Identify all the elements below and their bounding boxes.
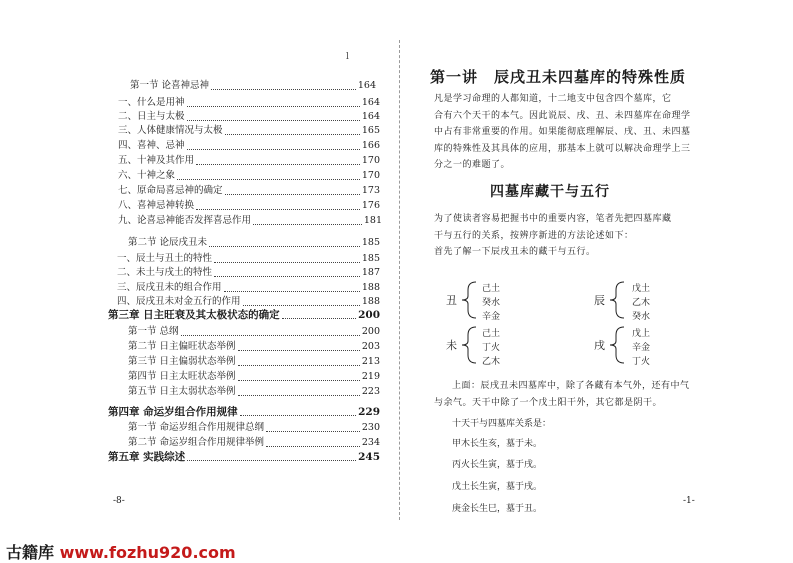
toc-entry-page: 170 — [361, 170, 380, 181]
toc-entry-page: 185 — [361, 237, 380, 248]
toc-entry — [118, 155, 380, 167]
section-title: 四墓库藏干与五行 — [490, 184, 610, 200]
lecture-title: 第一讲 辰戌丑未四墓库的特殊性质 — [430, 68, 687, 86]
stem: 戊上 — [632, 329, 651, 339]
stem: 辛金 — [632, 343, 651, 353]
toc-entry-page: 181 — [363, 215, 382, 226]
toc-entry-title: 第一节 总纲 — [128, 326, 179, 337]
toc-entry-title: 第五章 实践综述 — [108, 451, 186, 463]
toc-entry — [118, 185, 380, 197]
toc-entry — [118, 170, 380, 182]
toc-entry-title: 三、辰戌丑未的组合作用 — [117, 282, 222, 293]
stem: 戊土 — [632, 284, 651, 294]
toc-leader-dots — [196, 209, 360, 210]
site-watermark — [6, 540, 236, 563]
toc-entry — [118, 97, 380, 109]
toc-entry-title: 一、辰土与丑土的特性 — [117, 253, 213, 264]
toc-entry-title: 第三章 日主旺衰及其太极状态的确定 — [108, 309, 280, 321]
toc-entry-page: 245 — [358, 451, 380, 463]
toc-entry — [128, 341, 380, 353]
stem: 乙木 — [632, 298, 651, 308]
toc-leader-dots — [177, 179, 360, 180]
toc-entry — [117, 253, 380, 265]
summary-paragraph — [434, 378, 690, 411]
toc-entry-title: 第二节 论辰戌丑未 — [128, 237, 208, 248]
toc-entry-title: 七、原命局喜忌神的确定 — [118, 185, 223, 196]
branch-chen: 辰 — [594, 294, 605, 307]
toc-entry-title: 八、喜神忌神转换 — [118, 200, 195, 211]
toc-leader-dots — [181, 335, 360, 336]
toc-entry — [128, 356, 380, 368]
toc-entry-title: 九、论喜忌神能否发挥喜忌作用 — [118, 215, 252, 226]
toc-entry-page: 223 — [361, 386, 380, 397]
toc-entry — [130, 80, 376, 92]
left-page-number: -8- — [113, 496, 125, 506]
toc-leader-dots — [238, 365, 360, 366]
toc-entry-title: 四、喜神、忌神 — [118, 140, 185, 151]
toc-leader-dots — [240, 415, 356, 416]
brace-icon — [608, 325, 628, 365]
stem: 丁火 — [482, 343, 501, 353]
toc-entry — [117, 282, 380, 294]
toc-leader-dots — [225, 134, 360, 135]
stem: 乙木 — [482, 357, 501, 367]
toc-entry-page: 234 — [361, 437, 380, 448]
brace-icon — [460, 280, 480, 320]
stem: 癸水 — [482, 298, 501, 308]
toc-entry — [118, 111, 380, 123]
section-intro — [434, 211, 672, 261]
intro-line: 中占有非常重要的作用。如果能彻底理解辰、戌、丑、未四墓 — [434, 127, 691, 137]
toc-entry — [117, 296, 380, 308]
toc-entry-page: 230 — [361, 422, 380, 433]
toc-entry-title: 第五节 日主太弱状态举例 — [128, 386, 236, 397]
toc-entry-page: 200 — [358, 309, 380, 321]
toc-leader-dots — [187, 149, 360, 150]
toc-entry-title: 第一节 命运岁组合作用规律总纲 — [128, 422, 265, 433]
toc-entry — [128, 437, 380, 449]
toc-entry-title: 第四节 日主太旺状态举例 — [128, 371, 236, 382]
site-name: 古籍库 — [6, 543, 55, 562]
toc-entry — [108, 451, 380, 463]
toc-entry-page: 164 — [361, 97, 380, 108]
toc-leader-dots — [196, 164, 360, 165]
tomb-list-item: 丙火长生寅，墓于戌。 — [452, 460, 543, 470]
tomb-list-item: 戊土长生寅，墓于戌。 — [452, 482, 543, 492]
stem: 己土 — [482, 284, 501, 294]
tomb-list-item: 庚金长生巳，墓于丑。 — [452, 504, 543, 514]
intro-paragraph — [434, 91, 691, 174]
toc-entry-title: 二、日主与太极 — [118, 111, 185, 122]
summary-line: 与余气。天干中除了一个戊土阳干外，其它都是阴干。 — [434, 397, 663, 408]
toc-entry-page: 164 — [361, 111, 380, 122]
toc-entry-page: 164 — [357, 80, 376, 91]
toc-entry-title: 第一节 论喜神忌神 — [130, 80, 210, 91]
toc-entry-page: 188 — [361, 296, 380, 307]
toc-entry-title: 二、未土与戌土的特性 — [117, 267, 213, 278]
toc-entry-title: 第二节 命运岁组合作用规律举例 — [128, 437, 265, 448]
toc-entry-page: 185 — [361, 253, 380, 264]
toc-entry-page: 203 — [361, 341, 380, 352]
toc-entry — [118, 200, 380, 212]
toc-entry — [128, 371, 380, 383]
toc-entry — [108, 406, 380, 418]
tomb-list-item: 甲木长生亥，墓于未。 — [452, 439, 543, 449]
toc-entry-page: 176 — [361, 200, 380, 211]
toc-leader-dots — [187, 120, 360, 121]
branch-wei: 未 — [446, 339, 457, 352]
toc-leader-dots — [266, 446, 360, 447]
toc-leader-dots — [282, 318, 356, 319]
toc-leader-dots — [209, 246, 360, 247]
stem: 丁火 — [632, 357, 651, 367]
toc-leader-dots — [243, 305, 360, 306]
section-intro-line: 首先了解一下辰戌丑未的藏干与五行。 — [434, 247, 596, 257]
toc-entry-page: 166 — [361, 140, 380, 151]
intro-line: 凡是学习命理的人都知道，十二地支中包含四个墓库，它 — [434, 94, 672, 104]
toc-leader-dots — [238, 380, 360, 381]
toc-entry — [128, 422, 380, 434]
toc-entry — [128, 386, 380, 398]
toc-entry-page: 229 — [358, 406, 380, 418]
toc-leader-dots — [238, 395, 360, 396]
stem: 辛金 — [482, 312, 501, 322]
toc-leader-dots — [253, 224, 362, 225]
toc-entry — [117, 267, 380, 279]
toc-entry-page: 200 — [361, 326, 380, 337]
branch-xu: 戌 — [594, 339, 605, 352]
site-url: www.fozhu920.com — [59, 543, 236, 562]
stem: 己土 — [482, 329, 501, 339]
tomb-heading: 十天干与四墓库关系是： — [452, 419, 552, 429]
intro-line: 合有六个天干的本气。因此说辰、戌、丑、未四墓库在命理学 — [434, 110, 691, 121]
section-intro-line: 为了使读者容易把握书中的重要内容，笔者先把四墓库藏 — [434, 214, 672, 224]
toc-entry-title: 第四章 命运岁组合作用规律 — [108, 406, 238, 418]
toc-entry — [118, 215, 382, 227]
toc-leader-dots — [187, 460, 356, 461]
summary-line: 上面：辰戌丑未四墓库中，除了各藏有本气外，还有中气 — [452, 381, 690, 391]
toc-entry-page: 219 — [361, 371, 380, 382]
toc-leader-dots — [238, 350, 360, 351]
intro-line: 库的特殊性及其具体的应用，那基本上就可以解决命理学上三 — [434, 143, 691, 154]
toc-entry-title: 六、十神之象 — [118, 170, 176, 181]
toc-entry — [128, 326, 380, 338]
toc-entry — [128, 237, 380, 249]
toc-entry-page: 213 — [361, 356, 380, 367]
toc-entry — [118, 125, 380, 137]
stem: 癸水 — [632, 312, 651, 322]
toc-leader-dots — [214, 262, 360, 263]
toc-entry — [118, 140, 380, 152]
intro-line: 分之一的难题了。 — [434, 160, 511, 170]
toc-entry-title: 第三节 日主偏弱状态举例 — [128, 356, 236, 367]
toc-entry-page: 173 — [361, 185, 380, 196]
toc-entry-title: 第二节 日主偏旺状态举例 — [128, 341, 236, 352]
toc-entry-title: 四、辰戌丑未对金五行的作用 — [117, 296, 241, 307]
toc-leader-dots — [211, 89, 356, 90]
brace-icon — [608, 280, 628, 320]
right-page-number: -1- — [683, 496, 695, 506]
brace-icon — [460, 325, 480, 365]
toc-entry-page: 170 — [361, 155, 380, 166]
toc-entry-page: 165 — [361, 125, 380, 136]
toc-leader-dots — [187, 106, 360, 107]
toc-leader-dots — [214, 276, 360, 277]
toc-leader-dots — [225, 194, 360, 195]
toc-entry-page: 187 — [361, 267, 380, 278]
toc-leader-dots — [224, 291, 360, 292]
toc-entry-title: 一、什么是用神 — [118, 97, 185, 108]
toc-entry-title: 三、人体健康情况与太极 — [118, 125, 223, 136]
top-mark: l — [346, 52, 349, 62]
toc-entry — [108, 309, 380, 321]
branch-chou: 丑 — [446, 294, 457, 307]
toc-entry-title: 五、十神及其作用 — [118, 155, 195, 166]
section-intro-line: 干与五行的关系，按辨序新进的方法论述如下： — [434, 230, 634, 241]
toc-leader-dots — [266, 431, 360, 432]
toc-entry-page: 188 — [361, 282, 380, 293]
